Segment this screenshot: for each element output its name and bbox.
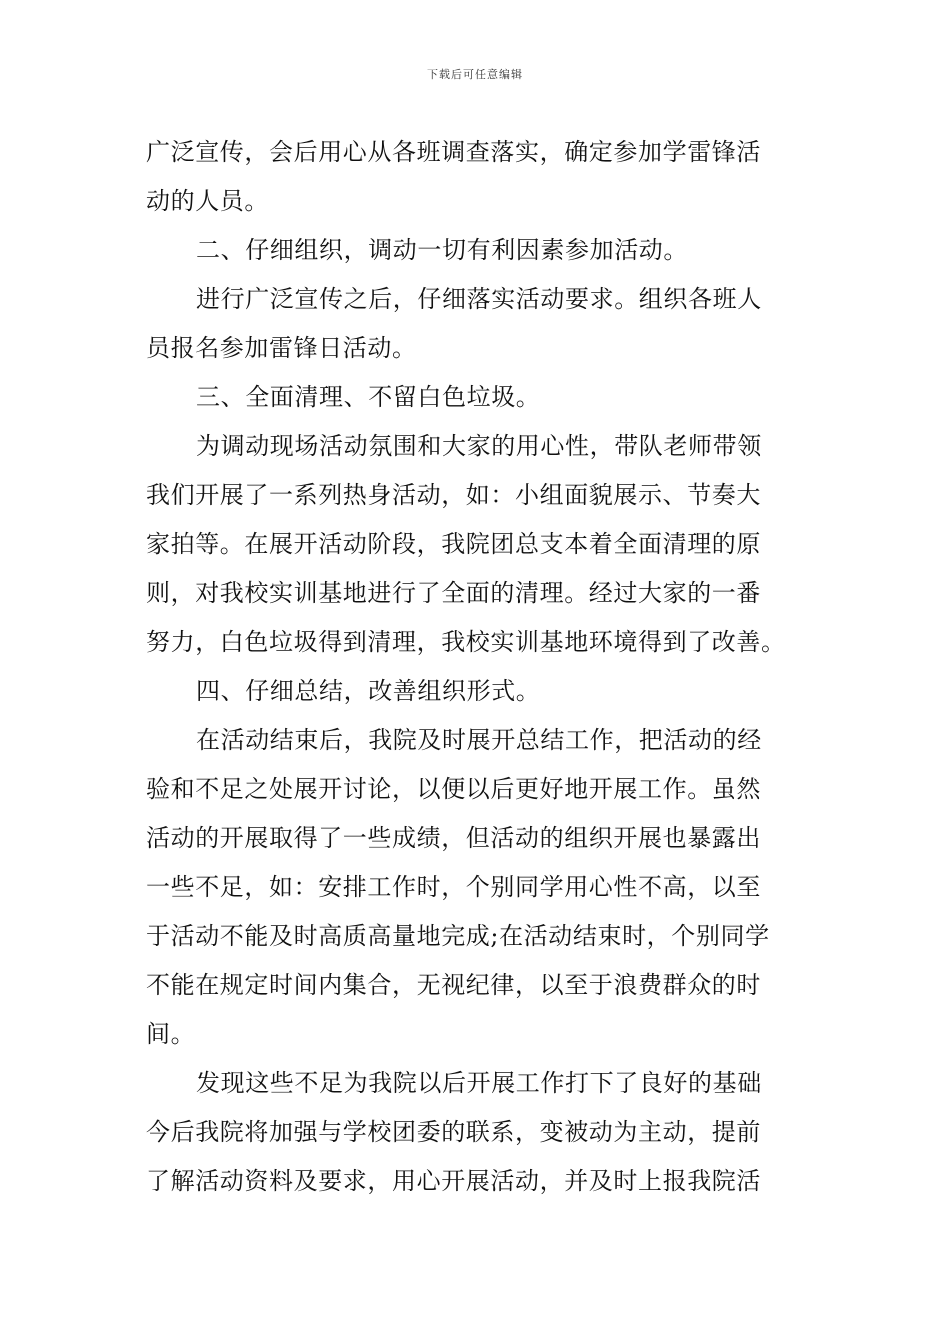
text-line: 于活动不能及时高质高量地完成;在活动结束时，个别同学 [146,922,770,950]
section-heading: 四、仔细总结，改善组织形式。 [196,677,541,705]
text-line: 间。 [146,1020,196,1048]
document-body [146,128,808,1206]
text-line: 为调动现场活动氛围和大家的用心性，带队老师带领 [196,432,762,460]
text-line: 不能在规定时间内集合，无视纪律，以至于浪费群众的时 [146,971,761,999]
text-line: 发现这些不足为我院以后开展工作打下了良好的基础 [196,1069,762,1097]
text-line: 员报名参加雷锋日活动。 [146,334,417,362]
text-line: 了解活动资料及要求，用心开展活动，并及时上报我院活 [146,1167,761,1195]
text-line: 广泛宣传，会后用心从各班调查落实，确定参加学雷锋活 [146,138,761,166]
text-line: 验和不足之处展开讨论，以便以后更好地开展工作。虽然 [146,775,761,803]
text-line: 今后我院将加强与学校团委的联系，变被动为主动，提前 [146,1118,761,1146]
section-heading: 三、全面清理、不留白色垃圾。 [196,383,541,411]
section-heading: 二、仔细组织，调动一切有利因素参加活动。 [196,236,688,264]
text-line: 努力，白色垃圾得到清理，我校实训基地环境得到了改善。 [146,628,786,656]
text-line: 动的人员。 [146,187,269,215]
page-header: 下载后可任意编辑 [427,68,523,81]
text-line: 则，对我校实训基地进行了全面的清理。经过大家的一番 [146,579,761,607]
text-line: 在活动结束后，我院及时展开总结工作，把活动的经 [196,726,762,754]
text-line: 进行广泛宣传之后，仔细落实活动要求。组织各班人 [196,285,762,313]
text-line: 家拍等。在展开活动阶段，我院团总支本着全面清理的原 [146,530,761,558]
text-line: 我们开展了一系列热身活动，如：小组面貌展示、节奏大 [146,481,761,509]
text-line: 一些不足，如：安排工作时，个别同学用心性不高，以至 [146,873,761,901]
text-line: 活动的开展取得了一些成绩，但活动的组织开展也暴露出 [146,824,761,852]
